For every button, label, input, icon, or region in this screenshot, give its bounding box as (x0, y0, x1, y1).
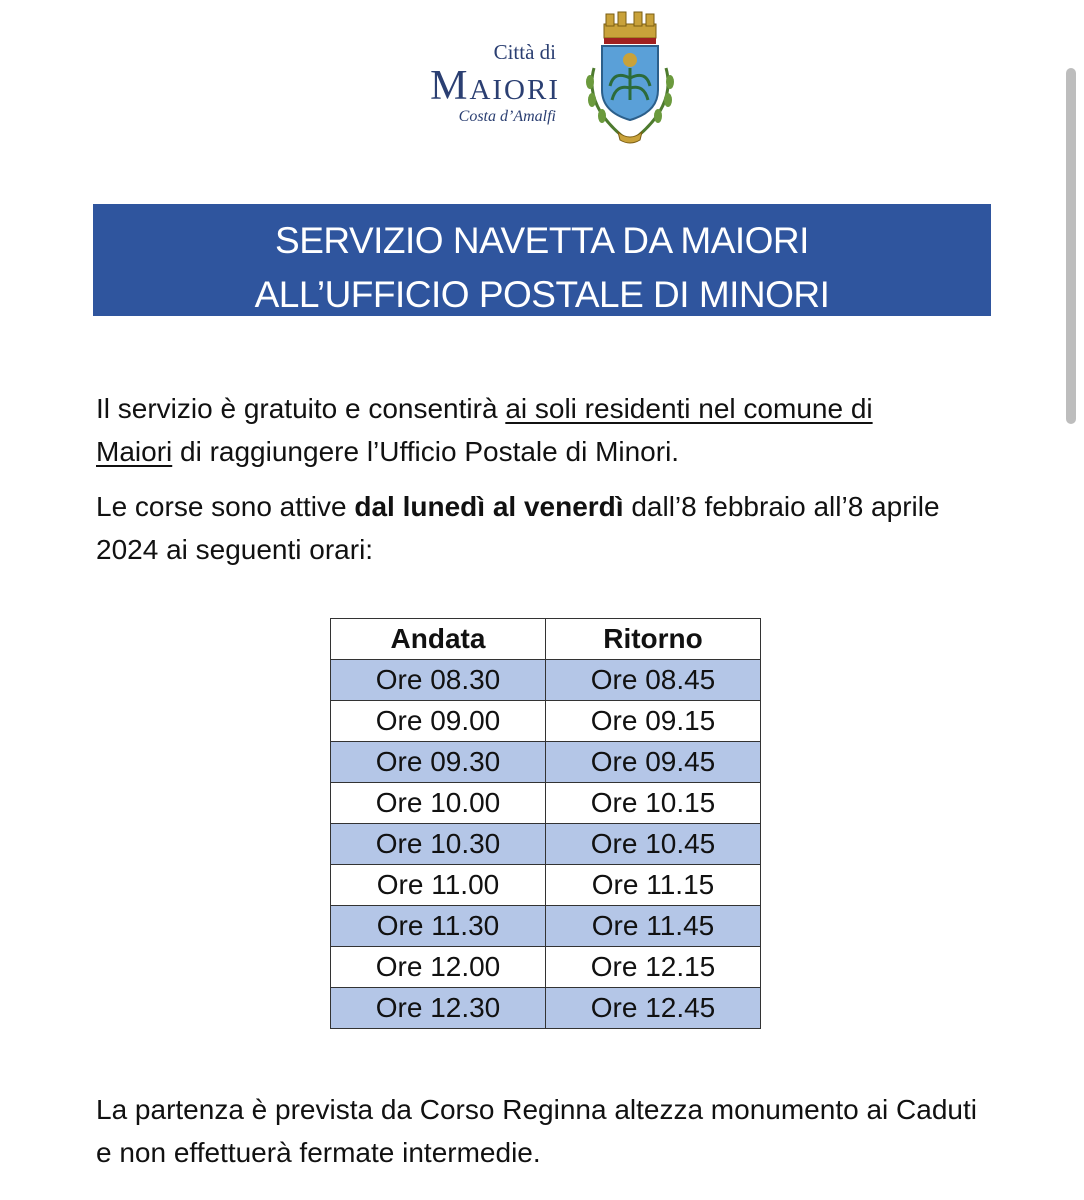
departure-info-paragraph: La partenza è prevista da Corso Reginna altezza monumento ai Caduti e non effettuerà fermate intermedie. (96, 1094, 977, 1168)
ritorno-cell: Ore 08.45 (546, 660, 761, 701)
table-row (331, 660, 761, 701)
p1-text-a: Il servizio è gratuito e consentirà (96, 393, 506, 424)
p1-text-b: di raggiungere l’Ufficio Postale di Minori. (172, 436, 680, 467)
andata-cell: Ore 08.30 (331, 660, 546, 701)
logo-city-name: Maiori (430, 63, 560, 109)
ritorno-cell: Ore 10.45 (546, 824, 761, 865)
table-row (331, 988, 761, 1029)
city-logo-text (380, 40, 560, 126)
ritorno-cell: Ore 11.15 (546, 865, 761, 906)
intro-paragraph-1 (96, 387, 986, 473)
table-row (331, 783, 761, 824)
andata-cell: Ore 10.00 (331, 783, 546, 824)
p1-underlined-1: ai soli residenti nel comune di (505, 393, 873, 424)
andata-cell: Ore 09.30 (331, 742, 546, 783)
intro-paragraph-2 (96, 485, 986, 571)
andata-cell: Ore 12.30 (331, 988, 546, 1029)
andata-cell: Ore 11.30 (331, 906, 546, 947)
p2-text-b: dall’8 febbraio all’8 aprile 2024 ai seguenti orari: (96, 491, 940, 565)
title-banner (93, 204, 991, 316)
coat-of-arms-icon (578, 8, 682, 148)
table-row (331, 701, 761, 742)
ritorno-cell: Ore 10.15 (546, 783, 761, 824)
table-row (331, 947, 761, 988)
ritorno-cell: Ore 11.45 (546, 906, 761, 947)
table-row (331, 742, 761, 783)
andata-cell: Ore 09.00 (331, 701, 546, 742)
andata-cell: Ore 11.00 (331, 865, 546, 906)
ritorno-cell: Ore 09.15 (546, 701, 761, 742)
table-header-row (331, 619, 761, 660)
logo-subtitle: Costa d’Amalfi (458, 108, 556, 125)
p2-text-a: Le corse sono attive (96, 491, 355, 522)
ritorno-cell: Ore 12.15 (546, 947, 761, 988)
vertical-scrollbar[interactable] (1066, 68, 1076, 424)
p2-bold-days: dal lunedì al venerdì (354, 491, 624, 522)
schedule-table (330, 618, 761, 1029)
andata-cell: Ore 10.30 (331, 824, 546, 865)
header-ritorno: Ritorno (546, 619, 761, 660)
banner-title-line-1: SERVIZIO NAVETTA DA MAIORI (275, 220, 809, 261)
table-row (331, 824, 761, 865)
p1-underlined-2: Maiori (96, 436, 173, 467)
table-row (331, 865, 761, 906)
ritorno-cell: Ore 09.45 (546, 742, 761, 783)
header-andata: Andata (331, 619, 546, 660)
banner-title-line-2: ALL’UFFICIO POSTALE DI MINORI (254, 274, 830, 315)
logo-citta: Città di (493, 40, 556, 64)
ritorno-cell: Ore 12.45 (546, 988, 761, 1029)
table-row (331, 906, 761, 947)
andata-cell: Ore 12.00 (331, 947, 546, 988)
